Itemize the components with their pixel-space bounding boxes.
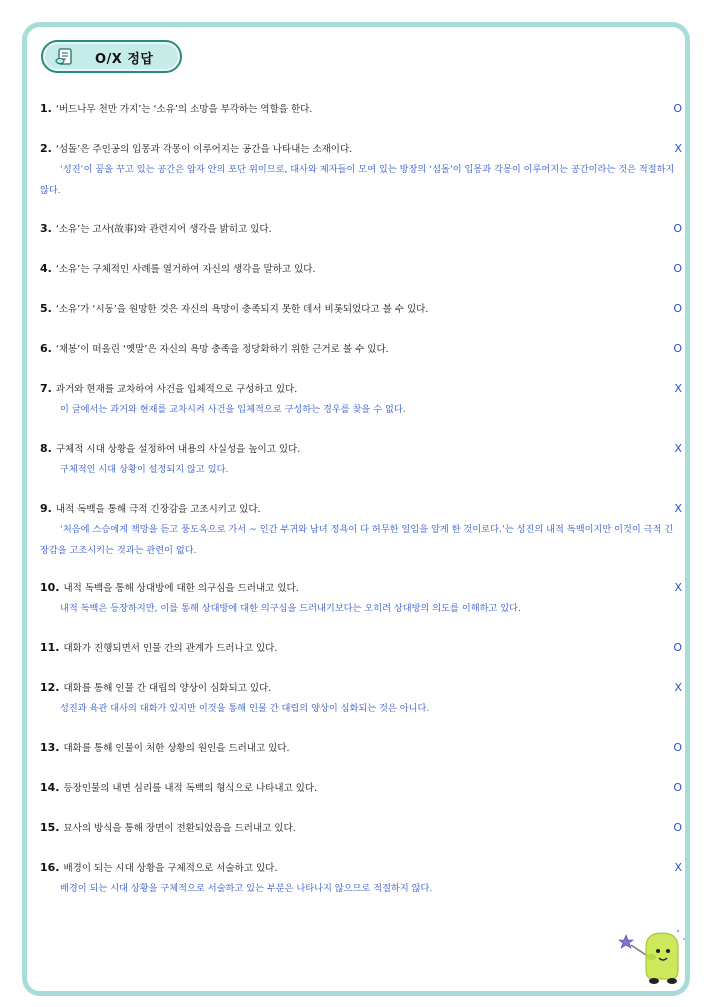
question-number: 13. [40, 741, 60, 754]
question-text: 내적 독백을 통해 극적 긴장감을 고조시키고 있다. [55, 504, 261, 515]
explanation: 구체적인 시대 상황이 설정되지 않고 있다. [60, 464, 229, 475]
explanation: 이 글에서는 과거와 현재를 교차시켜 사건을 입체적으로 구성하는 경우를 찾을 수 없다. [60, 404, 406, 415]
question-row [40, 501, 682, 517]
explanation: 내적 독백은 등장하지만, 이를 통해 상대방에 대한 의구심을 드러내기보다는 오히려 상대방의 의도를 이해하고 있다. [60, 603, 521, 614]
answer-mark: O [673, 781, 682, 794]
list-item [40, 141, 682, 201]
question-text: 등장인물의 내면 심리를 내적 독백의 형식으로 나타내고 있다. [63, 783, 318, 794]
answer-mark: X [674, 382, 682, 395]
question-number: 8. [40, 442, 52, 455]
question-row [40, 141, 682, 157]
question-number: 9. [40, 502, 52, 515]
answer-mark: X [674, 442, 682, 455]
list-item [40, 740, 682, 756]
question-row [40, 580, 682, 596]
answer-mark: O [673, 222, 682, 235]
answer-mark: O [673, 302, 682, 315]
question-text: 과거와 현재를 교차하여 사건을 입체적으로 구성하고 있다. [55, 384, 298, 395]
question-number: 1. [40, 102, 52, 115]
section-title: O/X 정답 [95, 52, 154, 67]
answer-mark: X [674, 502, 682, 515]
explanation: ‘성진’이 꿈을 꾸고 있는 공간은 암자 안의 포단 위이므로, 대사와 제자들이 모여 있는 방장의 ‘섬돌’이 입몽과 각몽이 이루어지는 공간이라는 것은 적절하지 않다. [40, 164, 675, 196]
question-row [40, 441, 682, 457]
list-item [40, 101, 682, 117]
question-number: 10. [40, 581, 60, 594]
answer-mark: X [674, 581, 682, 594]
question-text: ‘소유’가 ‘시동’을 원망한 것은 자신의 욕망이 충족되지 못한 데서 비롯되었다고 볼 수 있다. [55, 304, 429, 315]
question-row [40, 780, 682, 796]
question-number: 15. [40, 821, 60, 834]
question-number: 5. [40, 302, 52, 315]
explanation: ‘처음에 스승에게 책망을 듣고 풍도옥으로 가서 ~ 인간 부귀와 남녀 정욕이 다 허무한 일임을 알게 한 것이로다.’는 성진의 내적 독백이지만 이것이 극적 긴장감을 고조시키는 것과는 관련이 없다. [40, 524, 674, 556]
question-number: 14. [40, 781, 60, 794]
list-item [40, 221, 682, 237]
question-row [40, 221, 682, 237]
answer-mark: X [674, 142, 682, 155]
question-row [40, 261, 682, 277]
question-text: ‘섬돌’은 주인공의 입몽과 각몽이 이루어지는 공간을 나타내는 소재이다. [55, 144, 353, 155]
list-item [40, 501, 682, 561]
question-text: 배경이 되는 시대 상황을 구체적으로 서술하고 있다. [63, 863, 278, 874]
question-number: 16. [40, 861, 60, 874]
question-text: 대화를 통해 인물 간 대립의 양상이 심화되고 있다. [63, 683, 272, 694]
list-item [40, 820, 682, 836]
question-row [40, 381, 682, 397]
list-item [40, 381, 682, 420]
question-number: 7. [40, 382, 52, 395]
answer-mark: O [673, 262, 682, 275]
question-text: 대화가 진행되면서 인물 간의 관계가 드러나고 있다. [63, 643, 278, 654]
list-item [40, 261, 682, 277]
explanation: 배경이 되는 시대 상황을 구체적으로 서술하고 있는 부분은 나타나지 않으므로 적절하지 않다. [60, 883, 433, 894]
list-item [40, 640, 682, 656]
list-item [40, 341, 682, 357]
answer-mark: X [674, 861, 682, 874]
answer-mark: O [673, 342, 682, 355]
answer-mark: O [673, 102, 682, 115]
document-icon [55, 48, 75, 66]
list-item [40, 580, 682, 619]
question-row [40, 301, 682, 317]
question-number: 12. [40, 681, 60, 694]
question-row [40, 740, 682, 756]
question-number: 11. [40, 641, 60, 654]
question-row [40, 341, 682, 357]
question-row [40, 101, 682, 117]
answer-mark: X [674, 681, 682, 694]
question-row [40, 860, 682, 876]
list-item [40, 441, 682, 480]
answer-mark: O [673, 641, 682, 654]
question-number: 4. [40, 262, 52, 275]
question-row [40, 820, 682, 836]
question-text: 내적 독백을 통해 상대방에 대한 의구심을 드러내고 있다. [63, 583, 299, 594]
question-row [40, 640, 682, 656]
answer-mark: O [673, 821, 682, 834]
explanation: 성진과 육관 대사의 대화가 있지만 이것을 통해 인물 간 대립의 양상이 심화되는 것은 아니다. [60, 703, 430, 714]
question-text: 구체적 시대 상황을 설정하여 내용의 사실성을 높이고 있다. [55, 444, 301, 455]
question-text: 묘사의 방식을 통해 장면이 전환되었음을 드러내고 있다. [63, 823, 296, 834]
question-text: ‘소유’는 구체적인 사례를 열거하여 자신의 생각을 말하고 있다. [55, 264, 316, 275]
question-text: ‘채봉’이 떠올린 ‘옛말’은 자신의 욕망 충족을 정당화하기 위한 근거로 볼 수 있다. [55, 344, 389, 355]
question-row [40, 680, 682, 696]
answer-mark: O [673, 741, 682, 754]
question-number: 2. [40, 142, 52, 155]
question-text: ‘소유’는 고사(故事)와 관련지어 생각을 밝히고 있다. [55, 224, 272, 235]
question-number: 6. [40, 342, 52, 355]
question-number: 3. [40, 222, 52, 235]
list-item [40, 780, 682, 796]
mascot-icon [618, 925, 688, 985]
question-text: 대화를 통해 인물이 처한 상황의 원인을 드러내고 있다. [63, 743, 290, 754]
list-item [40, 301, 682, 317]
section-header [41, 40, 182, 73]
question-text: ‘버드나무 천만 가지’는 ‘소유’의 소망을 부각하는 역할을 한다. [55, 104, 313, 115]
list-item [40, 680, 682, 719]
list-item [40, 860, 682, 899]
